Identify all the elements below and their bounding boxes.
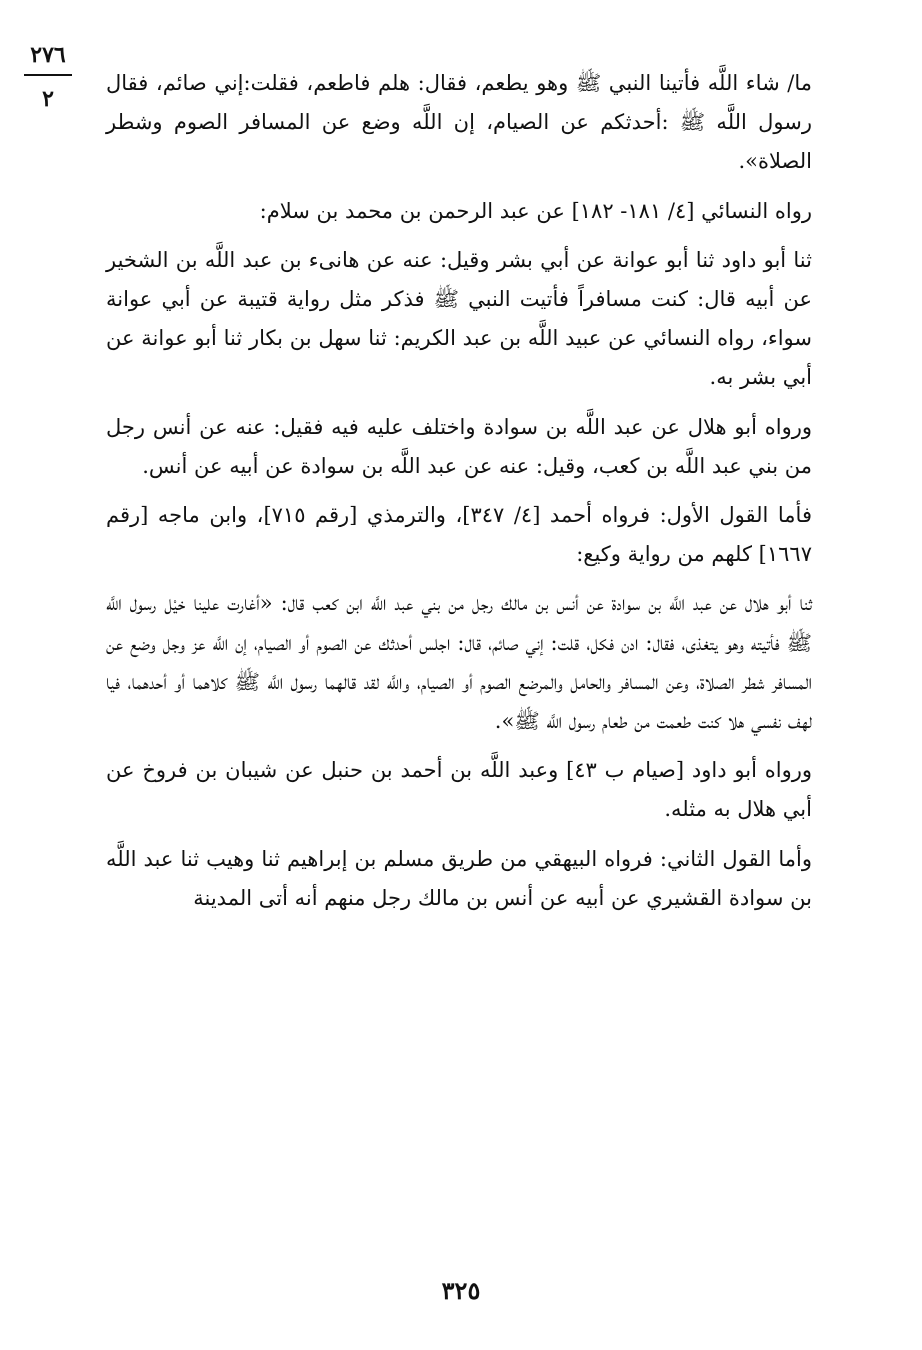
paragraph-7: ورواه أبو داود [صيام ب ٤٣] وعبد اللَّه بن أحمد بن حنبل عن شيبان بن فروخ عن أبي هلال به مثله. [106,758,812,822]
main-text [106,64,812,928]
paragraph-4: ورواه أبو هلال عن عبد اللَّه بن سوادة واختلف عليه فيه فقيل: عنه عن أنس رجل من بني عبد اللَّه بن كعب، وقيل: عنه عن عبد اللَّه بن سوادة عن أبيه عن أنس. [106,414,812,478]
paragraph-6: ثنا أبو هلال عن عبد اللَّه بن سوادة عن أنس بن مالك رجل من بني عبد اللَّه ابن كعب قال: «أغارت علينا خيْل رسول اللَّه ﷺ فأتيته وهو يتغذى، فقال: ادن فكل، قلت: إني صائم، قال: اجلس أحدثك عن الصوم أو الصيام، إن اللَّه عز وجل وضع عن المسافر شطر الصلاة، وعن المسافر والحامل والمرضع الصوم أو الصيام، واللَّه لقد قالهما رسول اللَّه ﷺ كلاهما أو أحدهما، فيا لهف نفسي هلا كنت طعمت من طعام رسول اللَّه ﷺ». [106,591,812,734]
margin-reference-bottom: ٢ [42,86,54,112]
paragraph-1: ما/ شاء اللَّه فأتينا النبي ﷺ وهو يطعم، فقال: هلم فاطعم، فقلت:إني صائم، فقال رسول اللَّه ﷺ :أحدثكم عن الصيام، إن اللَّه وضع عن المسافر الصوم وشطر الصلاة». [106,71,812,174]
paragraph-5: فأما القول الأول: فرواه أحمد [٤/ ٣٤٧]، والترمذي [رقم ٧١٥]، وابن ماجه [رقم ١٦٦٧] كلهم من رواية وكيع: [106,503,812,567]
margin-reference [20,40,76,114]
margin-reference-top: ٢٧٦ [30,42,66,68]
margin-reference-divider [24,74,72,76]
paragraph-2: رواه النسائي [٤/ ١٨١- ١٨٢] عن عبد الرحمن بن محمد بن سلام: [259,198,812,223]
page-number: ٣٢٥ [441,1276,481,1305]
paragraph-8: وأما القول الثاني: فرواه البيهقي من طريق مسلم بن إبراهيم ثنا وهيب ثنا عبد اللَّه بن سوادة القشيري عن أبيه عن أنس بن مالك رجل منهم أنه أتى المدينة [106,846,812,910]
paragraph-3: ثنا أبو داود ثنا أبو عوانة عن أبي بشر وقيل: عنه عن هانىء بن عبد اللَّه بن الشخير عن أبيه قال: كنت مسافراً فأتيت النبي ﷺ فذكر مثل رواية قتيبة عن أبي عوانة سواء، رواه النسائي عن عبيد اللَّه بن عبد الكريم: ثنا سهل بن بكار ثنا أبو عوانة عن أبي بشر به. [106,247,812,390]
